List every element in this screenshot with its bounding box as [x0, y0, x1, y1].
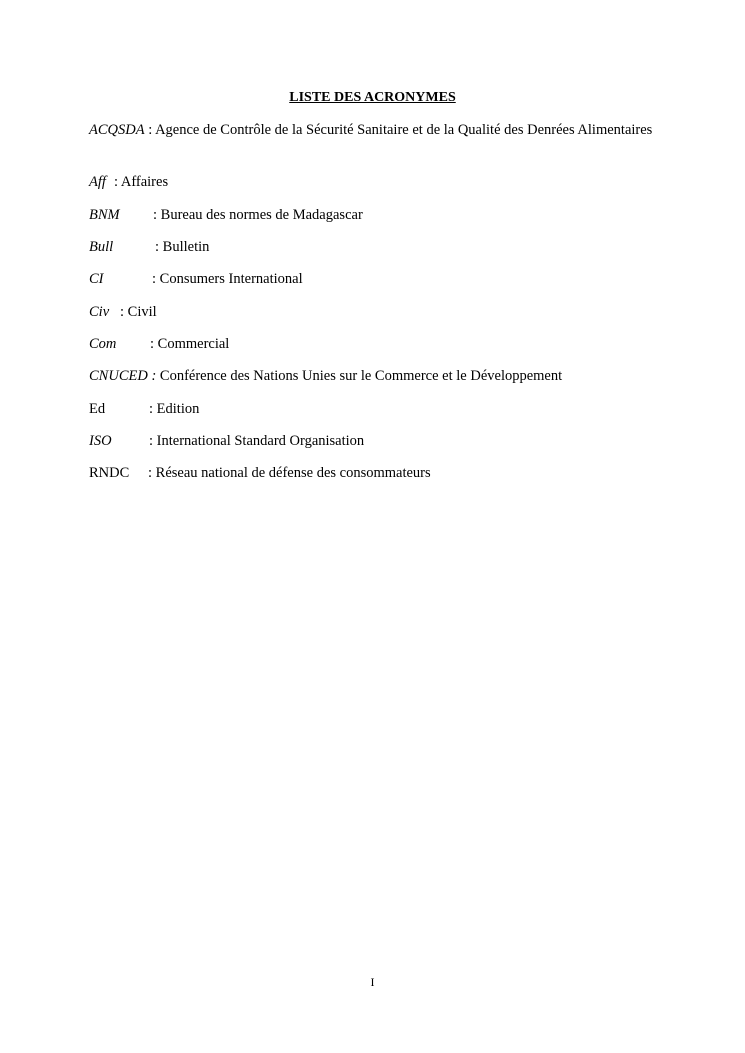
acronym-definition: : Bureau des normes de Madagascar	[153, 207, 363, 223]
acronym-definition: : Edition	[149, 401, 200, 417]
acronym-entry	[89, 334, 230, 354]
acronym-entry	[89, 120, 656, 140]
acronym-definition: : Consumers International	[152, 271, 303, 287]
acronym-term: Ed	[89, 401, 106, 417]
acronym-term: CI	[89, 271, 104, 287]
acronym-entry	[89, 302, 157, 322]
acronym-definition: Conférence des Nations Unies sur le Commerce et le Développement	[159, 368, 563, 384]
acronym-term: Civ	[89, 304, 110, 320]
acronym-definition: : International Standard Organisation	[149, 433, 365, 449]
acronym-entry	[89, 463, 431, 483]
acronym-term: BNM	[89, 207, 120, 223]
acronym-definition: : Civil	[120, 304, 157, 320]
acronym-definition: : Commercial	[150, 336, 230, 352]
acronym-term: Aff	[89, 174, 106, 190]
acronym-entry	[89, 172, 169, 192]
acronym-definition: : Réseau national de défense des consommateurs	[148, 465, 431, 481]
page-number: I	[370, 975, 375, 989]
acronym-entry	[89, 269, 303, 289]
acronym-entry	[89, 431, 365, 451]
acronym-term: Bull	[89, 239, 114, 255]
acronym-entry	[89, 366, 562, 386]
acronym-term: RNDC	[89, 465, 130, 481]
acronym-term: ACQSDA	[89, 122, 145, 138]
acronym-definition: : Bulletin	[155, 239, 210, 255]
acronym-term: ISO	[89, 433, 112, 449]
acronym-definition: : Agence de Contrôle de la Sécurité Sanitaire et de la Qualité des Denrées Alimentaires	[148, 122, 653, 138]
acronym-entry	[89, 399, 200, 419]
acronym-definition: : Affaires	[114, 174, 169, 190]
acronym-entry	[89, 237, 210, 257]
acronym-entry	[89, 205, 363, 225]
acronym-term: Com	[89, 336, 117, 352]
page-title: LISTE DES ACRONYMES	[289, 90, 456, 105]
acronym-term: CNUCED :	[89, 368, 157, 384]
